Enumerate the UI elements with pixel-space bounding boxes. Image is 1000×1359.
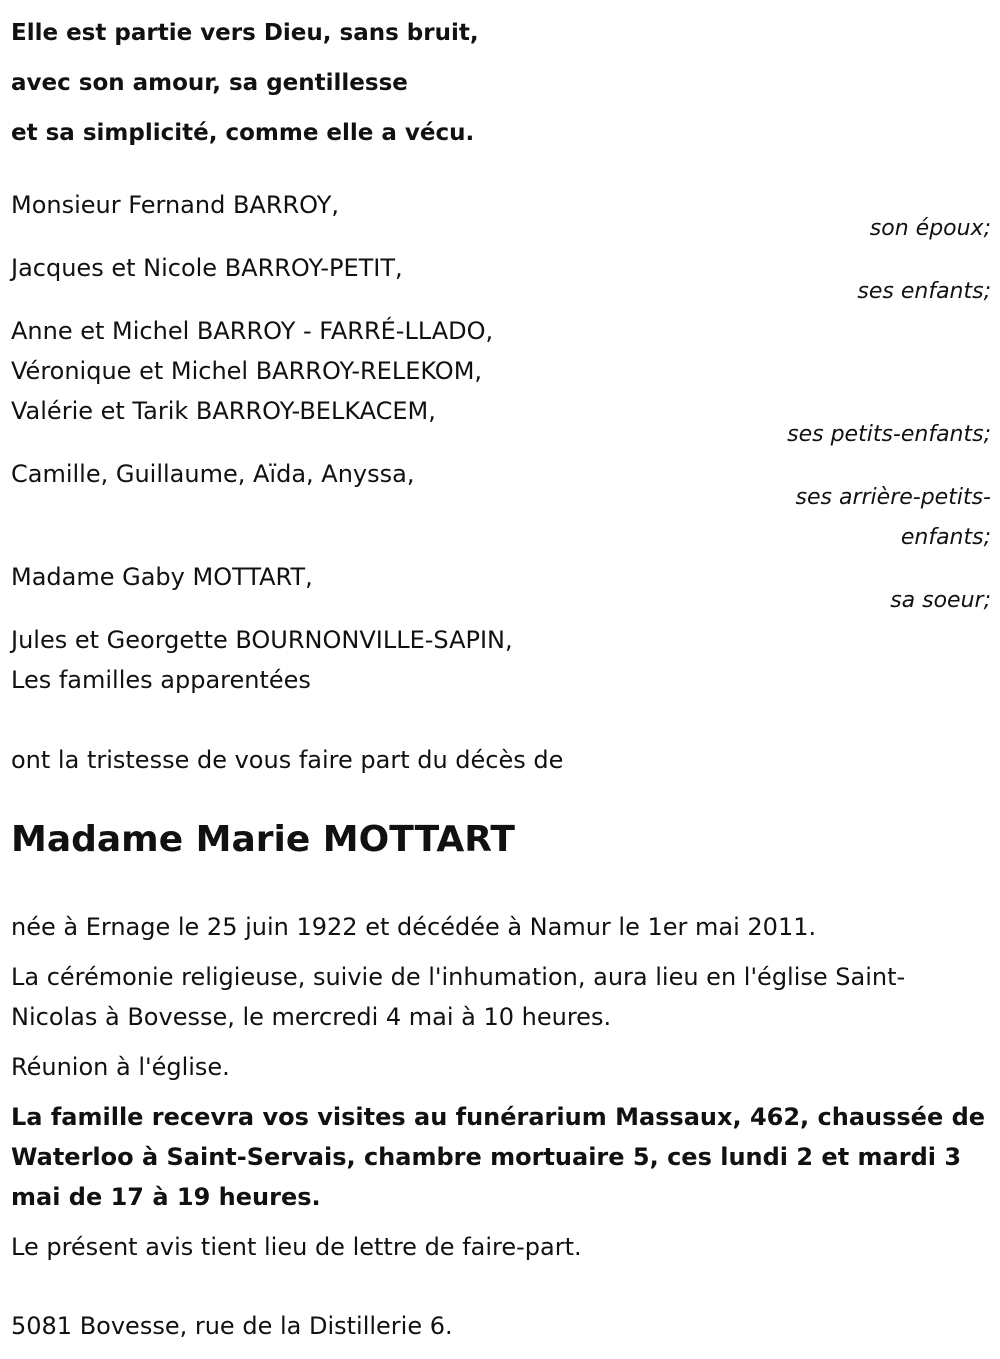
children-names: Jacques et Nicole BARROY-PETIT, <box>11 254 403 282</box>
grandchildren-relation: ses petits-enfants; <box>787 422 991 447</box>
meeting-text: Réunion à l'église. <box>11 1053 230 1081</box>
visits-text: La famille recevra vos visites au funérarium Massaux, 462, chaussée de Waterloo à Saint-Servais, chambre mortuaire 5, ces lundi 2 et mardi 3 mai de 17 à 19 heures. <box>11 1103 986 1211</box>
sister-name: Madame Gaby MOTTART, <box>11 563 313 591</box>
deceased-name: Madame Marie MOTTART <box>11 819 515 860</box>
great-grandchildren-names: Camille, Guillaume, Aïda, Anyssa, <box>11 460 415 488</box>
poem-line: avec son amour, sa gentillesse <box>11 70 408 96</box>
notice-text: Le présent avis tient lieu de lettre de faire-part. <box>11 1233 582 1261</box>
birth-death-text: née à Ernage le 25 juin 1922 et décédée à Namur le 1er mai 2011. <box>11 913 817 941</box>
spouse-relation: son époux; <box>869 216 991 241</box>
spouse-name: Monsieur Fernand BARROY, <box>11 191 340 219</box>
address-text: 5081 Bovesse, rue de la Distillerie 6. <box>11 1312 453 1340</box>
poem-line: et sa simplicité, comme elle a vécu. <box>11 120 475 146</box>
grandchild-line: Anne et Michel BARROY - FARRÉ-LLADO, <box>11 317 494 345</box>
opening-poem <box>11 8 479 158</box>
ceremony-text: La cérémonie religieuse, suivie de l'inhumation, aura lieu en l'église Saint-Nicolas à Bovesse, le mercredi 4 mai à 10 heures. <box>11 963 906 1031</box>
other-family-line: Les familles apparentées <box>11 666 311 694</box>
other-family-line: Jules et Georgette BOURNONVILLE-SAPIN, <box>11 626 513 654</box>
announcement-text: ont la tristesse de vous faire part du décès de <box>11 746 564 774</box>
children-relation: ses enfants; <box>857 279 991 304</box>
grandchild-line: Véronique et Michel BARROY-RELEKOM, <box>11 357 483 385</box>
great-grandchildren-relation-line2: enfants; <box>900 525 991 550</box>
poem-line: Elle est partie vers Dieu, sans bruit, <box>11 20 479 46</box>
grandchild-line: Valérie et Tarik BARROY-BELKACEM, <box>11 397 436 425</box>
great-grandchildren-relation-line1: ses arrière-petits- <box>795 485 991 510</box>
sister-relation: sa soeur; <box>890 588 991 613</box>
